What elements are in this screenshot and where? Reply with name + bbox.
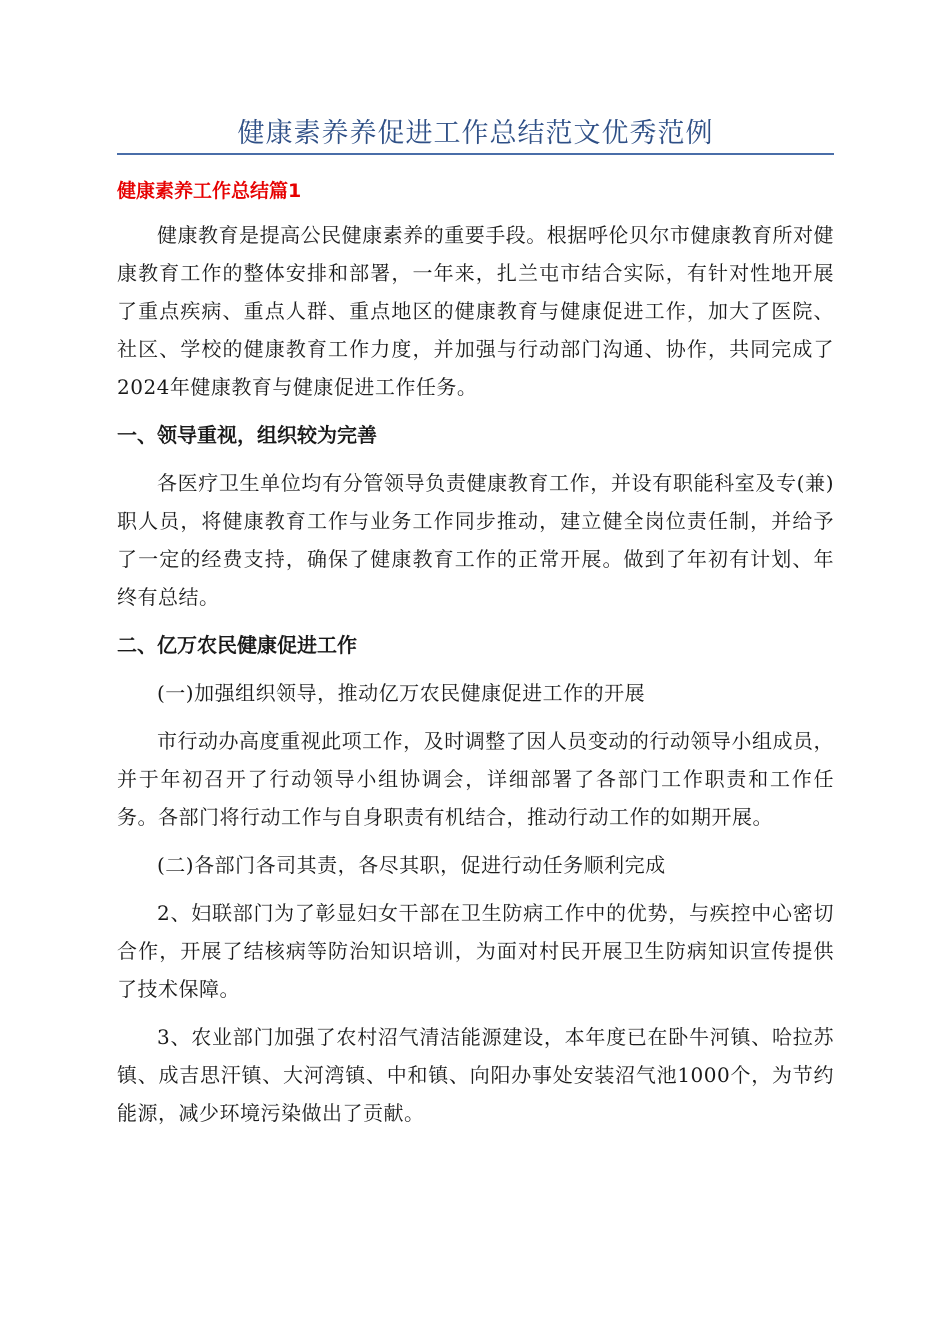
heading-leadership: 一、领导重视，组织较为完善 <box>117 423 377 447</box>
paragraph-intro: 健康教育是提高公民健康素养的重要手段。根据呼伦贝尔市健康教育所对健康教育工作的整体安排和部署，一年来，扎兰屯市结合实际，有针对性地开展了重点疾病、重点人群、重点地区的健康教育与健康促进工作，加大了医院、社区、学校的健康教育工作力度，并加强与行动部门沟通、协作，共同完成了2024年健康教育与健康促进工作任务。 <box>117 223 834 399</box>
paragraph-subheading-1: (一)加强组织领导，推动亿万农民健康促进工作的开展 <box>157 681 646 705</box>
heading-farmers-health: 二、亿万农民健康促进工作 <box>117 633 357 657</box>
paragraph-agriculture: 3、农业部门加强了农村沼气清洁能源建设，本年度已在卧牛河镇、哈拉苏镇、成吉思汗镇、大河湾镇、中和镇、向阳办事处安装沼气池1000个，为节约能源，减少环境污染做出了贡献。 <box>117 1025 834 1125</box>
title-underline <box>117 153 834 155</box>
paragraph-action-office: 市行动办高度重视此项工作，及时调整了因人员变动的行动领导小组成员，并于年初召开了行动领导小组协调会，详细部署了各部门工作职责和工作任务。各部门将行动工作与自身职责有机结合，推动行动工作的如期开展。 <box>117 729 834 829</box>
document-title: 健康素养养促进工作总结范文优秀范例 <box>237 118 714 149</box>
paragraph-womens-federation: 2、妇联部门为了彰显妇女干部在卫生防病工作中的优势，与疾控中心密切合作，开展了结核病等防治知识培训，为面对村民开展卫生防病知识宣传提供了技术保障。 <box>117 901 834 1001</box>
paragraph-leadership: 各医疗卫生单位均有分管领导负责健康教育工作，并设有职能科室及专(兼)职人员，将健康教育工作与业务工作同步推动，建立健全岗位责任制，并给予了一定的经费支持，确保了健康教育工作的正常开展。做到了年初有计划、年终有总结。 <box>117 471 834 609</box>
document-body <box>117 176 834 1142</box>
paragraph-subheading-2: (二)各部门各司其责，各尽其职，促进行动任务顺利完成 <box>157 853 666 877</box>
section-subtitle: 健康素养工作总结篇1 <box>117 180 302 202</box>
